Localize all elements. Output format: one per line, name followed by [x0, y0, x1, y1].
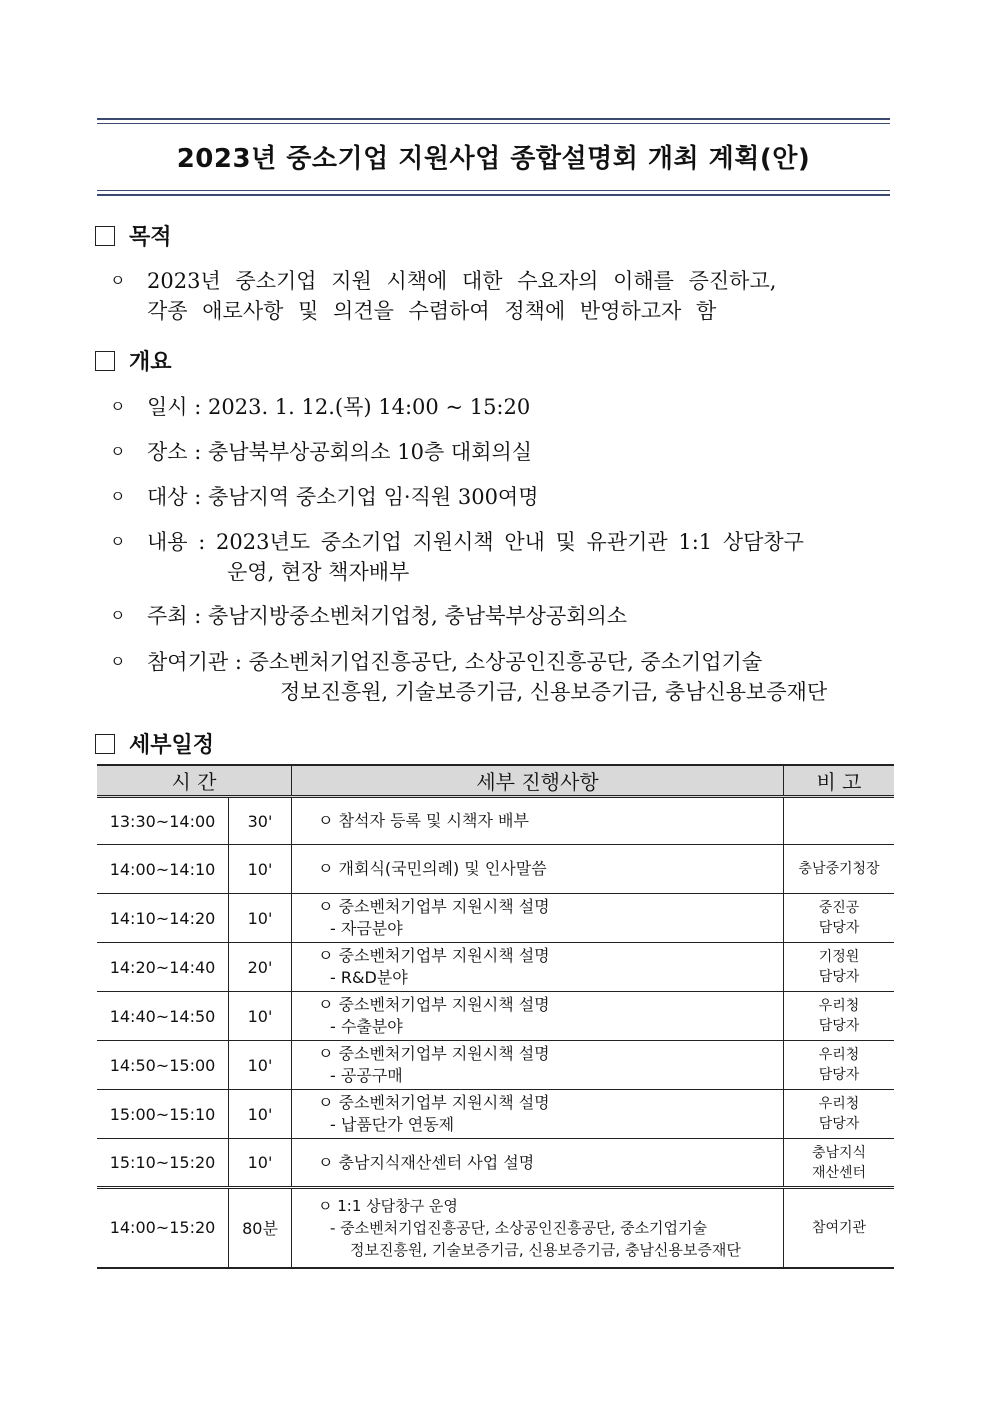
table-row — [97, 894, 894, 943]
row-time: 14:50~15:00 — [97, 1041, 229, 1090]
row-main: ㅇ 충남지식재산센터 사업 설명 — [318, 1152, 535, 1172]
row-sub: - 납품단가 연동제 — [330, 1115, 455, 1134]
table-row — [97, 797, 894, 845]
row-content — [292, 992, 784, 1041]
row-note — [784, 1139, 895, 1188]
row-time: 13:30~14:00 — [97, 797, 229, 845]
row-note-line: 담당자 — [818, 1116, 860, 1132]
row-note — [784, 894, 895, 943]
row-content — [292, 797, 784, 845]
row-note-line: 기정원 — [818, 949, 860, 965]
row-note-line: 담당자 — [818, 1067, 860, 1083]
row-duration: 10' — [229, 845, 292, 894]
row-note: 참여기관 — [784, 1188, 895, 1268]
row-content — [292, 1188, 784, 1268]
overview-date-text: 일시 : 2023. 1. 12.(목) 14:00 ~ 15:20 — [147, 395, 531, 419]
circle-bullet-icon: ㅇ — [110, 442, 126, 461]
overview-host-text: 주최 : 충남지방중소벤처기업청, 충남북부상공회의소 — [147, 604, 628, 628]
row-main: ㅇ 중소벤처기업부 지원시책 설명 — [318, 1044, 550, 1063]
row-note — [784, 943, 895, 992]
overview-target-text: 대상 : 충남지역 중소기업 임·직원 300여명 — [147, 485, 539, 509]
row-note-line: 재산센터 — [811, 1164, 867, 1181]
row-duration: 30' — [229, 797, 292, 845]
row-main: ㅇ 중소벤처기업부 지원시책 설명 — [318, 897, 550, 916]
circle-bullet-icon: ㅇ — [110, 397, 126, 416]
section-overview-label: 개요 — [129, 350, 172, 375]
overview-content-line-1: 내용 : 2023년도 중소기업 지원시책 안내 및 유관기관 1:1 상담창구 — [147, 530, 804, 554]
purpose-line-2: 각종 애로사항 및 의견을 수렴하여 정책에 반영하고자 함 — [147, 299, 717, 323]
row-duration: 10' — [229, 894, 292, 943]
row-note — [784, 1041, 895, 1090]
table-row — [97, 992, 894, 1041]
checkbox-square-icon — [95, 226, 115, 246]
overview-place-text: 장소 : 충남북부상공회의소 10층 대회의실 — [147, 440, 533, 464]
row-note-line: 담당자 — [818, 920, 860, 936]
row-note-line: 우리청 — [818, 998, 860, 1014]
table-row — [97, 943, 894, 992]
row-main: ㅇ 참석자 등록 및 시책자 배부 — [318, 811, 529, 830]
row-main: ㅇ 중소벤처기업부 지원시책 설명 — [318, 946, 550, 965]
row-content — [292, 943, 784, 992]
row-note — [784, 992, 895, 1041]
schedule-table — [97, 764, 894, 1269]
section-schedule-label: 세부일정 — [129, 733, 215, 758]
row-time: 14:00~14:10 — [97, 845, 229, 894]
row-note-line: 충남지식 — [811, 1144, 867, 1161]
row-time: 14:00~15:20 — [97, 1188, 229, 1268]
row-note — [784, 797, 895, 845]
checkbox-square-icon — [95, 734, 115, 754]
row-note — [784, 1090, 895, 1139]
table-row — [97, 1090, 894, 1139]
circle-bullet-icon: ㅇ — [110, 532, 126, 551]
row-duration: 10' — [229, 1041, 292, 1090]
header-note: 비 고 — [784, 765, 895, 797]
purpose-line-1: 2023년 중소기업 지원 시책에 대한 수요자의 이해를 증진하고, — [147, 269, 777, 293]
table-row — [97, 1139, 894, 1188]
row-content — [292, 1139, 784, 1188]
row-duration: 20' — [229, 943, 292, 992]
row-time: 15:10~15:20 — [97, 1139, 229, 1188]
row-note-line: 담당자 — [818, 1018, 860, 1034]
row-duration: 10' — [229, 1139, 292, 1188]
row-note-line: 우리청 — [818, 1096, 860, 1112]
row-time: 15:00~15:10 — [97, 1090, 229, 1139]
row-sub: - 중소벤처기업진흥공단, 소상공인진흥공단, 중소기업기술 — [330, 1218, 708, 1237]
row-duration: 10' — [229, 992, 292, 1041]
title-rule-bottom — [97, 190, 890, 196]
row-note-line: 중진공 — [818, 900, 860, 916]
row-main: ㅇ 중소벤처기업부 지원시책 설명 — [318, 1093, 550, 1112]
row-sub: - 공공구매 — [330, 1066, 403, 1085]
row-main: ㅇ 1:1 상담창구 운영 — [318, 1196, 458, 1215]
table-row — [97, 845, 894, 894]
overview-content-line-2: 운영, 현장 책자배부 — [227, 560, 410, 584]
table-row-consulting — [97, 1188, 894, 1268]
section-purpose-heading — [95, 220, 172, 251]
row-content — [292, 1041, 784, 1090]
row-content — [292, 1090, 784, 1139]
row-note-line: 충남중기청장 — [798, 861, 880, 877]
row-note-line: 담당자 — [818, 969, 860, 985]
circle-bullet-icon: ㅇ — [110, 487, 126, 506]
row-main: ㅇ 개회식(국민의례) 및 인사말씀 — [318, 859, 547, 878]
row-main: ㅇ 중소벤처기업부 지원시책 설명 — [318, 995, 550, 1014]
header-time: 시 간 — [97, 765, 292, 797]
row-time: 14:10~14:20 — [97, 894, 229, 943]
section-schedule-heading — [95, 728, 214, 759]
row-time: 14:20~14:40 — [97, 943, 229, 992]
schedule-header-row — [97, 765, 894, 797]
circle-bullet-icon: ㅇ — [110, 606, 126, 625]
row-content — [292, 894, 784, 943]
row-sub: - 수출분야 — [330, 1017, 403, 1036]
row-note — [784, 845, 895, 894]
title-rule-top — [97, 118, 890, 124]
section-overview-heading — [95, 345, 172, 376]
overview-orgs-line-2: 정보진흥원, 기술보증기금, 신용보증기금, 충남신용보증재단 — [280, 680, 828, 704]
row-content — [292, 845, 784, 894]
circle-bullet-icon: ㅇ — [110, 652, 126, 671]
row-note-line: 우리청 — [818, 1047, 860, 1063]
overview-orgs-line-1: 참여기관 : 중소벤처기업진흥공단, 소상공인진흥공단, 중소기업기술 — [147, 650, 763, 674]
section-purpose-label: 목적 — [129, 225, 172, 250]
row-duration: 80분 — [229, 1188, 292, 1268]
circle-bullet-icon: ㅇ — [110, 271, 126, 290]
row-sub: - 자금분야 — [330, 919, 403, 938]
header-content: 세부 진행사항 — [292, 765, 784, 797]
row-time: 14:40~14:50 — [97, 992, 229, 1041]
table-row — [97, 1041, 894, 1090]
page-title: 2023년 중소기업 지원사업 종합설명회 개최 계획(안) — [176, 144, 811, 174]
checkbox-square-icon — [95, 351, 115, 371]
row-duration: 10' — [229, 1090, 292, 1139]
row-sub: 정보진흥원, 기술보증기금, 신용보증기금, 충남신용보증재단 — [350, 1240, 741, 1259]
row-sub: - R&D분야 — [330, 968, 408, 987]
